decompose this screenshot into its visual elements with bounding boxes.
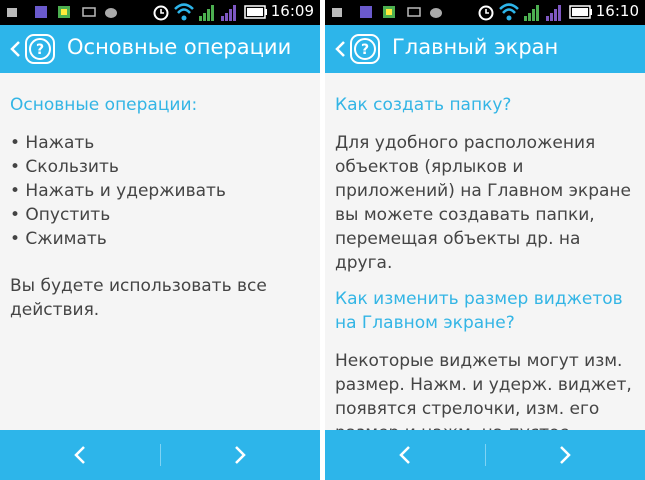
wifi-icon [174,2,194,22]
faq-question: Как изменить размер виджетов на Главном экране? [335,289,623,333]
content-area [335,73,640,430]
notification-icon [330,5,344,19]
chevron-left-icon[interactable] [8,39,22,59]
content-area [10,73,315,430]
svg-text:?: ? [35,42,45,58]
left-screen [0,0,320,480]
android-icon [104,5,118,19]
status-bar [0,0,320,25]
calendar-icon [34,5,48,19]
title-bar [325,25,645,73]
page-title: Основные операции [67,35,292,59]
signal-2-icon [545,3,563,21]
status-time: 16:09 [270,2,314,20]
prev-button[interactable] [0,430,160,480]
signal-2-icon [220,3,238,21]
operations-list [10,131,315,251]
question-circle-icon [349,33,381,65]
alarm-icon [152,3,170,21]
faq-answer: Некоторые виджеты могут изм. размер. Нажм. и удерж. виджет, появятся стрелочки, изм. его [335,351,632,419]
next-button[interactable] [160,430,320,480]
chevron-left-icon[interactable] [333,39,347,59]
question-circle-icon [24,33,56,65]
battery-icon [569,5,593,19]
mail-icon [82,5,96,19]
list-item: • Скользить [10,157,119,177]
notification-icon [5,5,19,19]
battery-icon [244,5,268,19]
status-time: 16:10 [595,2,639,20]
chevron-left-icon [72,444,88,466]
alarm-icon [477,3,495,21]
gallery-icon [382,5,396,19]
body-paragraph: Вы будете использовать все действия. [10,276,267,320]
section-heading: Основные операции: [10,95,198,115]
prev-button[interactable] [325,430,485,480]
bottom-nav-bar [325,430,645,480]
svg-text:?: ? [360,42,370,58]
signal-icon [198,3,216,21]
title-bar [0,25,320,73]
list-item: • Нажать [10,133,95,153]
faq-question: Как создать папку? [335,95,512,115]
gallery-icon [57,5,71,19]
next-button[interactable] [485,430,645,480]
android-icon [429,5,443,19]
calendar-icon [359,5,373,19]
signal-icon [523,3,541,21]
chevron-left-icon [397,444,413,466]
bottom-nav-bar [0,430,320,480]
list-item: • Нажать и удерживать [10,181,226,201]
wifi-icon [499,2,519,22]
right-screen [325,0,645,480]
mail-icon [407,5,421,19]
list-item: • Сжимать [10,229,107,249]
chevron-right-icon [557,444,573,466]
list-item: • Опустить [10,205,111,225]
chevron-right-icon [232,444,248,466]
page-title: Главный экран [392,35,559,59]
status-bar [325,0,645,25]
faq-answer: Для удобного расположения объектов (ярлыков и приложений) на Главном экране вы можете создавать папки, перемещая объекты др. на друга. [335,133,631,273]
